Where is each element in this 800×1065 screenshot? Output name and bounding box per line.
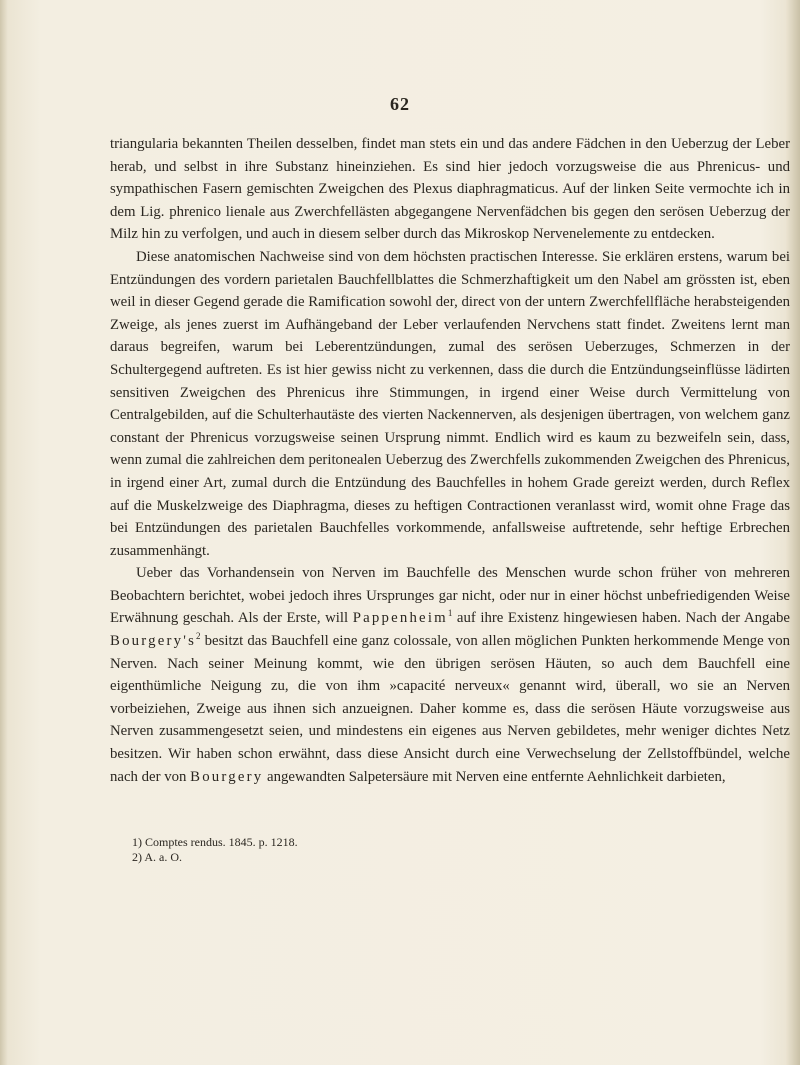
paragraph-text: Ueber das Vorhandensein von Nerven im Bauchfelle des Menschen wurde schon früher von mehreren Beobachtern berichtet, wobei jedoch ihres Ursprunges gar nicht, oder nur in einer höchst unbefriedigenden Weise Erwähnung geschah. Als der Erste, will [110, 565, 790, 627]
footnote: 2) A. a. O. [132, 850, 182, 864]
paragraph-text: auf ihre Existenz hingewiesen haben. Nach der Angabe [452, 610, 790, 627]
paragraph-text: besitzt das Bauchfell eine ganz colossale, von allen möglichen Punkten herkommende Menge von Nerven. Nach seiner Meinung kommt, wie den übrigen serösen Häuten, so auch dem Bauchfell eine eigenthümliche Neigung zu, die von ihm »capacité nerveux« genannt wird, überall, wo sie an Nerven vorbeiziehen, Zweige aus ihnen sich anzueignen. Daher komme es, dass die serösen Häute vorzugsweise aus Nerven zusammengesetzt seien, und mindestens ein eigenes aus Nerven gebildetes, mehr weniger dichtes Netz besitzen. Wir haben schon erwähnt, dass diese Ansicht durch eine Verwechselung der Zellstoffbündel, welche nach der von [110, 633, 790, 785]
paragraph: triangularia bekannten Theilen desselben, findet man stets ein und das andere Fädchen in den Ueberzug der Leber herab, und selbst in ihre Substanz hineinziehen. Es sind hier jedoch vorzugsweise die aus Phrenicus- und sympathischen Fasern gemischten Zweigchen des Plexus diaphragmaticus. Auf der linken Seite vermochte ich in dem Lig. phrenico lienale aus Zwerchfellästen abgegangene Nervenfädchen bis gegen den serösen Ueberzug der Milz hin zu verfolgen, und auch in diesem selber durch das Mikroskop Nervenelemente zu entdecken. [110, 136, 790, 243]
page-number: 62 [390, 94, 410, 114]
page-left-edge [0, 0, 8, 1065]
footnote-ref: 2 [196, 631, 201, 642]
author-name: Pappenheim [352, 610, 448, 627]
paragraph: Diese anatomischen Nachweise sind von dem höchsten practischen Interesse. Sie erklären erstens, warum bei Entzündungen des vordern parietalen Bauchfellblattes die Schmerzhaftigkeit um den Nabel am grössten ist, eben weil in dieser Gegend gerade die Ramification sowohl der, direct von der untern Zwerchfellfläche herabsteigenden Zweige, als jenes zuerst im Aufhängeband der Leber verlaufenden Nervchens statt findet. Zweitens lernt man daraus begreifen, warum bei Leberentzündungen, zumal des serösen Ueberzuges, Schmerzen in der Schultergegend auftreten. Es ist hier gewiss nicht zu verkennen, dass die durch die Entzündungseinflüsse lädirten sensitiven Zweigchen des Phrenicus ihre Stimmungen, in irgend einer Weise durch Vermittelung von Centralgebilden, auf die Schulterhautäste des vierten Nackennerven, als desjenigen übertragen, von welchem ganz constant der Phrenicus vorzugsweise seinen Ursprung nimmt. Endlich wird es kaum zu bezweifeln sein, dass, wenn zumal die zahlreichen dem peritonealen Ueberzug des Zwerchfells zukommenden Zweigchen des Phrenicus, in irgend einer Art, zumal durch die Entzündung des Bauchfelles in hohem Grade gereizt werden, durch Reflex auf die Muskelzweige des Diaphragma, dieses zu heftigen Contractionen veranlasst wird, womit ohne Frage das bei Entzündungen des parietalen Bauchfelles vorkommende, anfallsweise auftretende, sehr heftige Erbrechen zusammenhängt. [110, 248, 790, 559]
paragraph-text: angewandten Salpetersäure mit Nerven eine entfernte Aehnlichkeit darbieten, [263, 768, 726, 785]
author-name: Bourgery's [110, 633, 197, 650]
paragraph [110, 562, 790, 788]
author-name: Bourgery [190, 768, 264, 785]
footnote-ref: 1 [447, 608, 453, 619]
body-text [110, 133, 790, 788]
footnote: 1) Comptes rendus. 1845. p. 1218. [132, 835, 298, 849]
footnotes [110, 835, 790, 865]
